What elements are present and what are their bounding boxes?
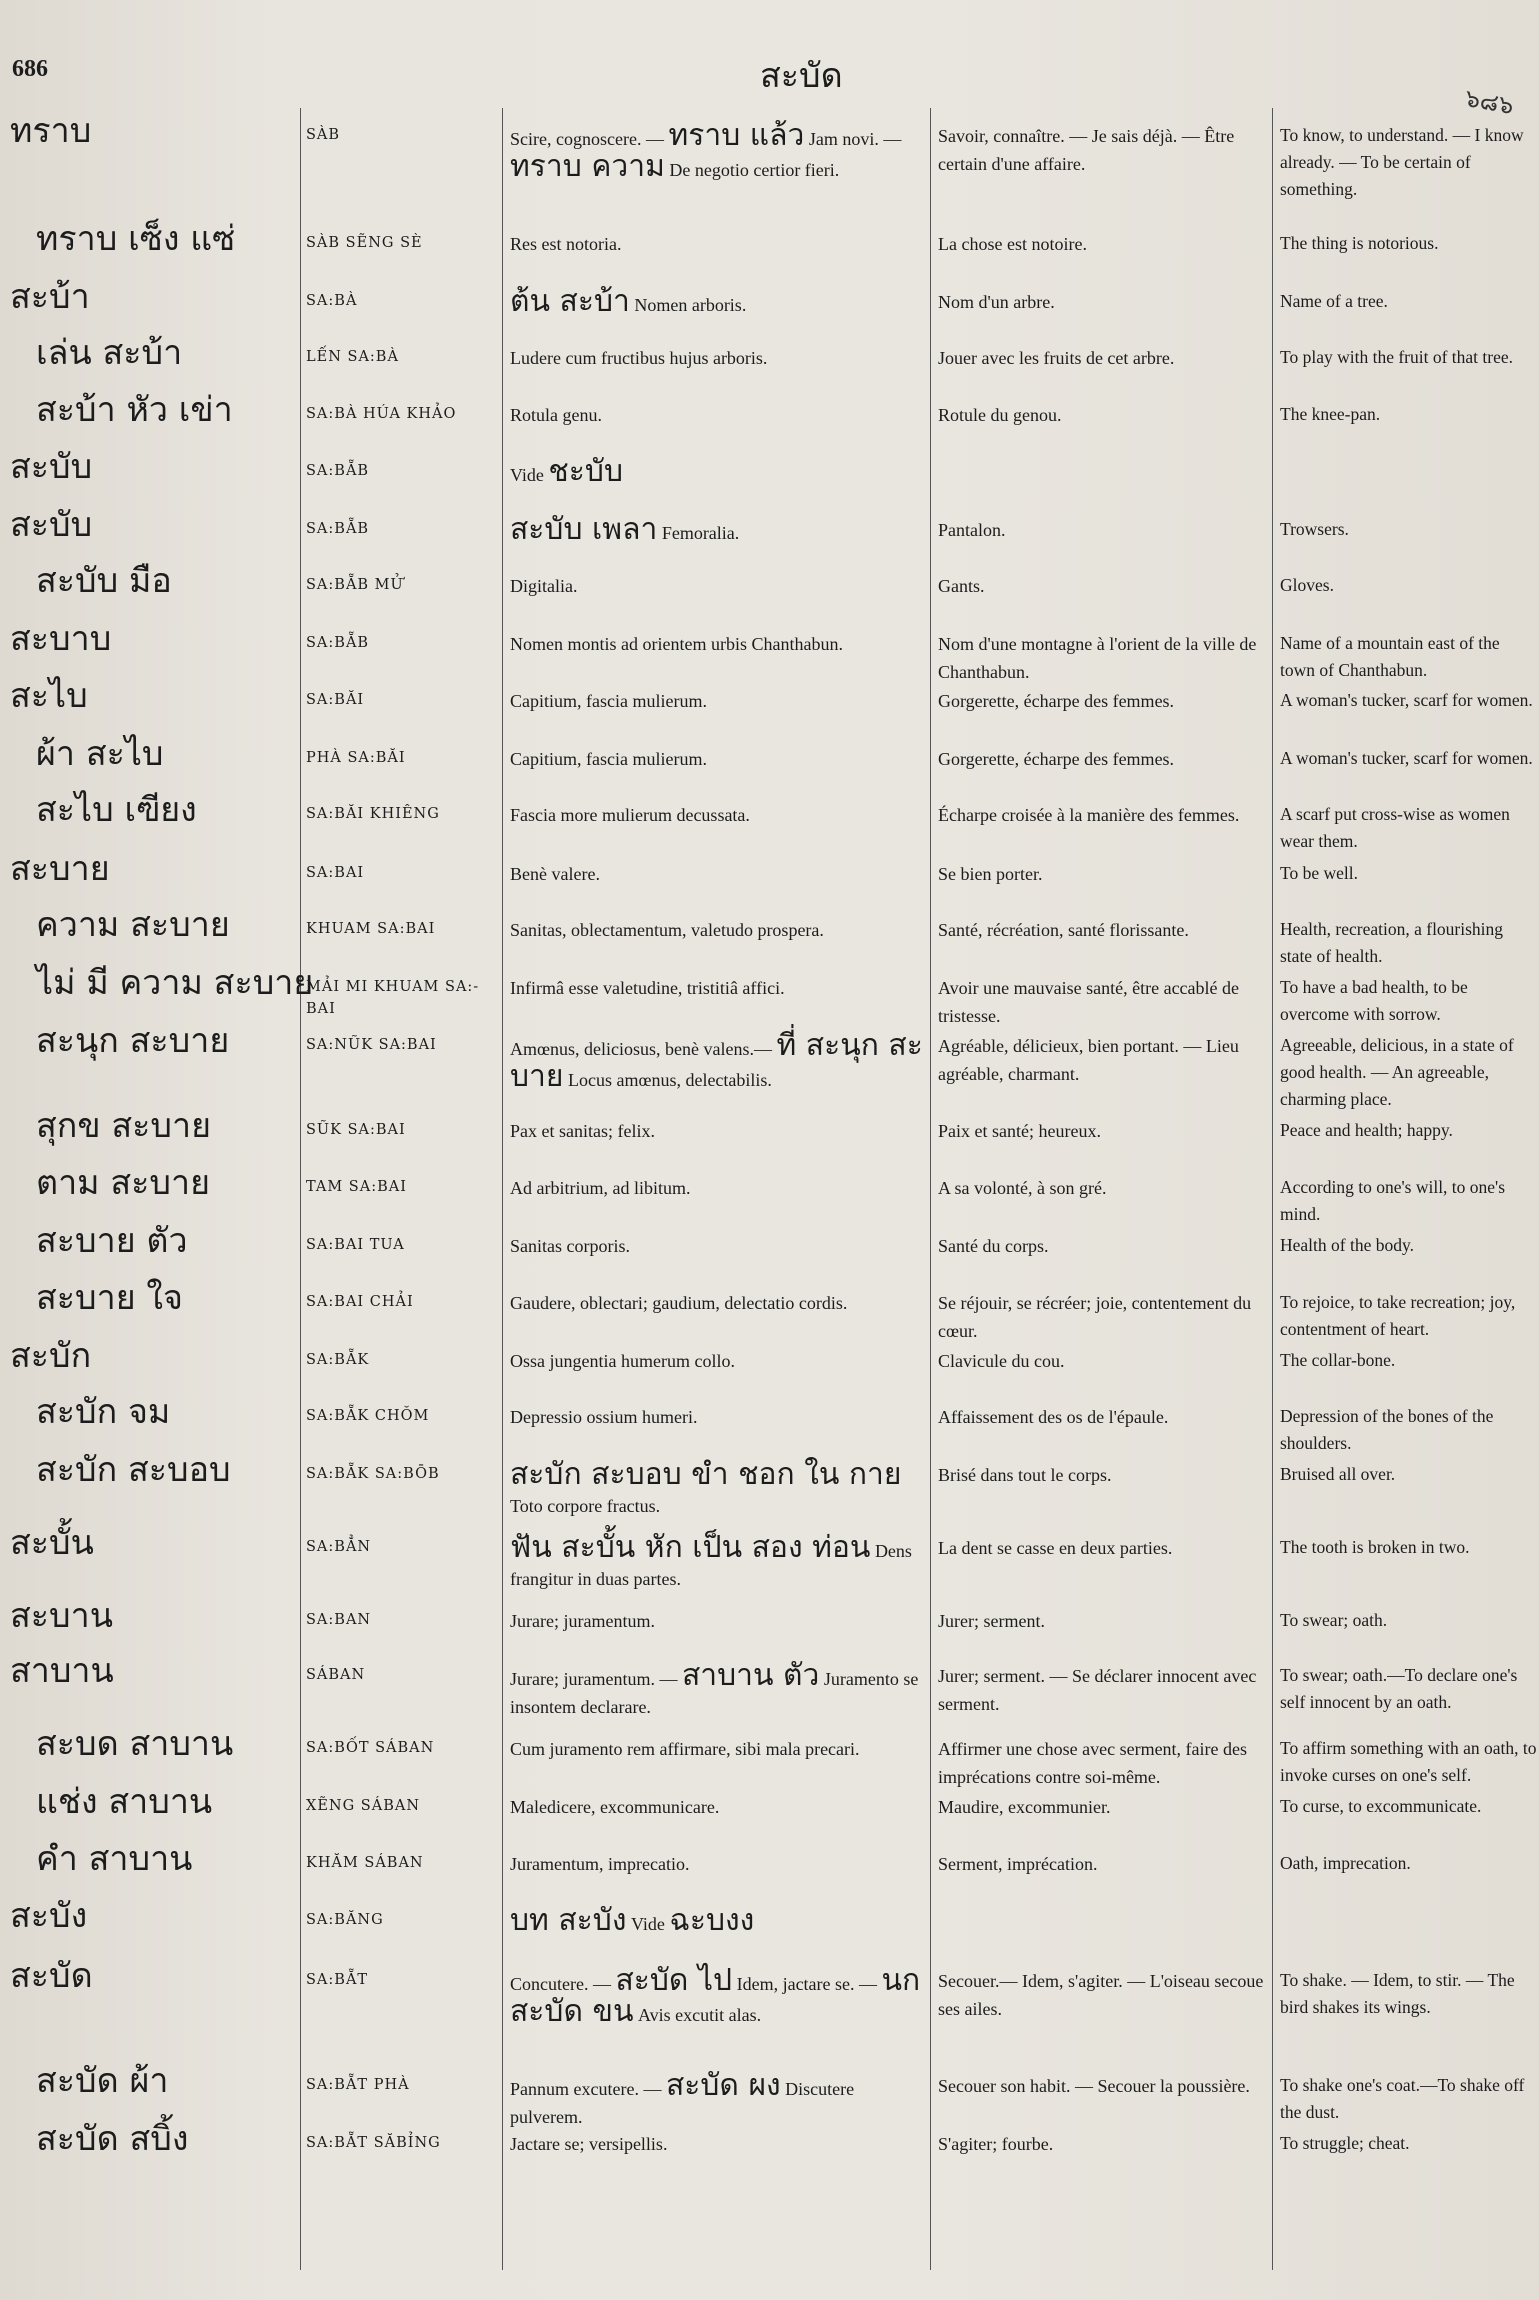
headword: สะบาย bbox=[10, 849, 110, 889]
headword: สุกข สะบาย bbox=[36, 1106, 211, 1146]
latin-definition: Capitium, fascia mulierum. bbox=[510, 749, 707, 769]
thai-phrase: สะบัด ไป bbox=[615, 1963, 733, 1998]
latin-definition: Sanitas, oblectamentum, valetudo prospera. bbox=[510, 920, 824, 940]
latin-definition: Digitalia. bbox=[510, 576, 578, 596]
latin-definition: Sanitas corporis. bbox=[510, 1236, 630, 1256]
transliteration: SA:BĂI KHIÊNG bbox=[306, 806, 440, 822]
headword: ทราบ เซ็ง แซ่ bbox=[36, 219, 236, 259]
transliteration: SA:BẴT bbox=[306, 1972, 369, 1988]
english-definition: To shake. — Idem, to stir. — The bird shakes its wings. bbox=[1280, 1970, 1515, 2017]
headword: สาบาน bbox=[10, 1651, 114, 1691]
transliteration: SŨK SA:BAI bbox=[306, 1122, 406, 1138]
headword: สะบาน bbox=[10, 1596, 113, 1636]
thai-phrase: สะบัก สะบอบ ขำ ชอก ใน กาย bbox=[510, 1457, 902, 1492]
french-definition: Santé du corps. bbox=[938, 1236, 1049, 1256]
latin-definition: Rotula genu. bbox=[510, 405, 602, 425]
transliteration: SA:BAN bbox=[306, 1612, 372, 1628]
english-definition: Name of a mountain east of the town of Chanthabun. bbox=[1280, 633, 1500, 680]
page-number: 686 bbox=[12, 56, 48, 82]
french-definition: La chose est notoire. bbox=[938, 234, 1087, 254]
english-definition: To rejoice, to take recreation; joy, contentment of heart. bbox=[1280, 1292, 1516, 1339]
french-definition: Maudire, excommunier. bbox=[938, 1797, 1111, 1817]
english-definition: A woman's tucker, scarf for women. bbox=[1280, 690, 1533, 710]
french-definition: Écharpe croisée à la manière des femmes. bbox=[938, 805, 1240, 825]
latin-definition: Capitium, fascia mulierum. bbox=[510, 691, 707, 711]
transliteration: SA:BẴK CHŎM bbox=[306, 1408, 430, 1424]
headword: สะบัก bbox=[10, 1336, 92, 1376]
french-definition: Affaissement des os de l'épaule. bbox=[938, 1407, 1169, 1427]
french-definition: Jurer; serment. bbox=[938, 1611, 1045, 1631]
thai-phrase: สะบัด ผง bbox=[665, 2068, 781, 2103]
english-definition: To swear; oath. bbox=[1280, 1610, 1388, 1630]
latin-definition: Infirmâ esse valetudine, tristitiâ affici. bbox=[510, 978, 785, 998]
english-definition: Agreeable, delicious, in a state of good health. — An agreeable, charming place. bbox=[1280, 1035, 1514, 1109]
headword: สะบ้า bbox=[10, 277, 90, 317]
latin-definition: Concutere. — สะบัด ไป Idem, jactare se. — นก สะบัด ขน Avis excutit alas. bbox=[510, 1963, 921, 2029]
latin-definition: Res est notoria. bbox=[510, 234, 622, 254]
latin-definition: สะบับ เพลา Femoralia. bbox=[510, 512, 740, 547]
latin-definition: Ossa jungentia humerum collo. bbox=[510, 1351, 735, 1371]
thai-phrase: ทราบ ความ bbox=[510, 149, 665, 184]
french-definition: Se bien porter. bbox=[938, 864, 1043, 884]
latin-definition: Fascia more mulierum decussata. bbox=[510, 805, 750, 825]
latin-definition: Vide ชะบับ bbox=[510, 454, 623, 489]
latin-definition: ฟัน สะบั้น หัก เป็น สอง ท่อน Dens frangitur in duas partes. bbox=[510, 1530, 912, 1589]
english-definition: The knee-pan. bbox=[1280, 404, 1381, 424]
thai-phrase: บท สะบัง bbox=[510, 1903, 627, 1938]
thai-phrase: ทราบ แล้ว bbox=[668, 118, 805, 153]
transliteration: SA:BĂNG bbox=[306, 1912, 384, 1928]
headword: สะบาย ใจ bbox=[36, 1278, 183, 1318]
english-definition: Name of a tree. bbox=[1280, 291, 1388, 311]
latin-definition: Benè valere. bbox=[510, 864, 600, 884]
french-definition: Pantalon. bbox=[938, 520, 1006, 540]
english-definition: To shake one's coat.—To shake off the dust. bbox=[1280, 2075, 1525, 2122]
french-definition: Nom d'une montagne à l'orient de la ville de Chanthabun. bbox=[938, 634, 1257, 682]
english-definition: The collar-bone. bbox=[1280, 1350, 1396, 1370]
thai-page-number: ๖๘๖ bbox=[1462, 83, 1516, 121]
transliteration: SA:BĂI bbox=[306, 692, 365, 708]
headword: ผ้า สะไบ bbox=[36, 734, 164, 774]
english-definition: A woman's tucker, scarf for women. bbox=[1280, 748, 1533, 768]
french-definition: Serment, imprécation. bbox=[938, 1854, 1098, 1874]
french-definition: Gorgerette, écharpe des femmes. bbox=[938, 749, 1175, 769]
latin-definition: บท สะบัง Vide ฉะบงง bbox=[510, 1903, 755, 1938]
french-definition: Rotule du genou. bbox=[938, 405, 1062, 425]
transliteration: SA:BÀ HÚA KHẢO bbox=[306, 406, 457, 422]
transliteration: XẼNG SÁBAN bbox=[306, 1798, 421, 1814]
french-definition: Secouer.— Idem, s'agiter. — L'oiseau secoue ses ailes. bbox=[938, 1971, 1264, 2019]
transliteration: SA:BAI TUA bbox=[306, 1237, 405, 1253]
transliteration: SA:BẴK SA:BŌB bbox=[306, 1466, 440, 1482]
transliteration: SA:BẴK bbox=[306, 1352, 370, 1368]
english-definition: To curse, to excommunicate. bbox=[1280, 1796, 1482, 1816]
transliteration: SA:BAI bbox=[306, 865, 365, 881]
transliteration: KHĂM SÁBAN bbox=[306, 1855, 424, 1871]
english-definition: The thing is notorious. bbox=[1280, 233, 1439, 253]
thai-phrase: ต้น สะบ้า bbox=[510, 284, 630, 319]
headword: สะบด สาบาน bbox=[36, 1724, 234, 1764]
headword: สะบาบ bbox=[10, 619, 112, 659]
english-definition: Depression of the bones of the shoulders. bbox=[1280, 1406, 1494, 1453]
english-definition: Trowsers. bbox=[1280, 519, 1349, 539]
transliteration: MẢI MI KHUAM SA:-BAI bbox=[306, 979, 480, 1017]
transliteration: SA:BẴB bbox=[306, 635, 370, 651]
latin-definition: Nomen montis ad orientem urbis Chanthabun. bbox=[510, 634, 843, 654]
headword: ไม่ มี ความ สะบาย bbox=[36, 963, 314, 1003]
thai-phrase: ฉะบงง bbox=[669, 1903, 755, 1938]
headword: ตาม สะบาย bbox=[36, 1163, 211, 1203]
headword: สะบัก สะบอบ bbox=[36, 1450, 231, 1490]
headword: สะบับ bbox=[10, 447, 93, 487]
english-definition: Gloves. bbox=[1280, 575, 1334, 595]
latin-definition: Pannum excutere. — สะบัด ผง Discutere pulverem. bbox=[510, 2068, 855, 2127]
transliteration: PHÀ SA:BĂI bbox=[306, 750, 406, 766]
headword: สะบัด สบิ้ง bbox=[36, 2119, 189, 2159]
transliteration: SA:BẴT SĂBỈNG bbox=[306, 2135, 441, 2151]
transliteration: SA:BẴB bbox=[306, 521, 370, 537]
english-definition: According to one's will, to one's mind. bbox=[1280, 1177, 1506, 1224]
headword: สะไบ เฃียง bbox=[36, 790, 197, 830]
transliteration: SA:BÀ bbox=[306, 293, 358, 309]
french-definition: A sa volonté, à son gré. bbox=[938, 1178, 1107, 1198]
latin-definition: Depressio ossium humeri. bbox=[510, 1407, 698, 1427]
latin-definition: Gaudere, oblectari; gaudium, delectatio cordis. bbox=[510, 1293, 848, 1313]
running-head: สะบัด bbox=[760, 56, 843, 96]
headword: เล่น สะบ้า bbox=[36, 333, 183, 373]
headword: แช่ง สาบาน bbox=[36, 1782, 213, 1822]
headword: สะบาย ตัว bbox=[36, 1221, 188, 1261]
english-definition: The tooth is broken in two. bbox=[1280, 1537, 1470, 1557]
english-definition: A scarf put cross-wise as women wear them. bbox=[1280, 804, 1510, 851]
transliteration: SA:BẴT PHÀ bbox=[306, 2077, 410, 2093]
headword: สะบับ bbox=[10, 505, 93, 545]
latin-definition: Jactare se; versipellis. bbox=[510, 2134, 668, 2154]
transliteration: SA:BẴB MỬ bbox=[306, 577, 404, 593]
english-definition: To affirm something with an oath, to invoke curses on one's self. bbox=[1280, 1738, 1537, 1785]
transliteration: LẾN SA:BÀ bbox=[306, 349, 399, 365]
headword: สะบัก จม bbox=[36, 1392, 171, 1432]
english-definition: Health of the body. bbox=[1280, 1235, 1414, 1255]
english-definition: Health, recreation, a flourishing state of health. bbox=[1280, 919, 1504, 966]
french-definition: Santé, récréation, santé florissante. bbox=[938, 920, 1189, 940]
latin-definition: Ludere cum fructibus hujus arboris. bbox=[510, 348, 768, 368]
latin-definition: ต้น สะบ้า Nomen arboris. bbox=[510, 284, 747, 319]
headword: สะบัง bbox=[10, 1896, 88, 1936]
english-definition: Bruised all over. bbox=[1280, 1464, 1396, 1484]
english-definition: To play with the fruit of that tree. bbox=[1280, 347, 1514, 367]
transliteration: SA:BỐT SÁBAN bbox=[306, 1740, 435, 1756]
latin-definition: Juramentum, imprecatio. bbox=[510, 1854, 690, 1874]
transliteration: SA:BAI CHẢI bbox=[306, 1294, 414, 1310]
french-definition: Clavicule du cou. bbox=[938, 1351, 1065, 1371]
french-definition: Secouer son habit. — Secouer la poussière. bbox=[938, 2076, 1250, 2096]
french-definition: Nom d'un arbre. bbox=[938, 292, 1055, 312]
thai-phrase: สะบับ เพลา bbox=[510, 512, 658, 547]
latin-definition: Jurare; juramentum. — สาบาน ตัว Juramento se insontem declarare. bbox=[510, 1658, 919, 1717]
headword: สะบ้า หัว เข่า bbox=[36, 390, 233, 430]
headword: ความ สะบาย bbox=[36, 905, 230, 945]
french-definition: Paix et santé; heureux. bbox=[938, 1121, 1101, 1141]
headword: สะบับ มือ bbox=[36, 561, 172, 601]
latin-definition: Amœnus, deliciosus, benè valens.— ที่ สะนุก สะบาย Locus amœnus, delectabilis. bbox=[510, 1028, 923, 1094]
latin-definition: Maledicere, excommunicare. bbox=[510, 1797, 720, 1817]
english-definition: To know, to understand. — I know already. — To be certain of something. bbox=[1280, 125, 1524, 199]
french-definition: S'agiter; fourbe. bbox=[938, 2134, 1054, 2154]
thai-phrase: สาบาน ตัว bbox=[681, 1658, 820, 1693]
headword: สะบัด bbox=[10, 1956, 93, 1996]
latin-definition: Cum juramento rem affirmare, sibi mala precari. bbox=[510, 1739, 860, 1759]
french-definition: Agréable, délicieux, bien portant. — Lieu agréable, charmant. bbox=[938, 1036, 1239, 1084]
thai-phrase: ฟัน สะบั้น หัก เป็น สอง ท่อน bbox=[510, 1530, 871, 1565]
transliteration: TAM SA:BAI bbox=[306, 1179, 407, 1195]
latin-definition: Scire, cognoscere. — ทราบ แล้ว Jam novi. — ทราบ ความ De negotio certior fieri. bbox=[510, 118, 902, 184]
latin-definition: Ad arbitrium, ad libitum. bbox=[510, 1178, 691, 1198]
headword: สะบั้น bbox=[10, 1523, 94, 1563]
english-definition: Oath, imprecation. bbox=[1280, 1853, 1411, 1873]
french-definition: Gorgerette, écharpe des femmes. bbox=[938, 691, 1175, 711]
transliteration: SÀB bbox=[306, 127, 341, 143]
french-definition: La dent se casse en deux parties. bbox=[938, 1538, 1173, 1558]
headword: สะไบ bbox=[10, 676, 88, 716]
french-definition: Jurer; serment. — Se déclarer innocent avec serment. bbox=[938, 1666, 1257, 1714]
headword: สะนุก สะบาย bbox=[36, 1021, 230, 1061]
headword: คำ สาบาน bbox=[36, 1839, 193, 1879]
french-definition: Avoir une mauvaise santé, être accablé de tristesse. bbox=[938, 978, 1240, 1026]
transliteration: SÁBAN bbox=[306, 1667, 366, 1683]
english-definition: To struggle; cheat. bbox=[1280, 2133, 1410, 2153]
english-definition: Peace and health; happy. bbox=[1280, 1120, 1453, 1140]
thai-phrase: ชะบับ bbox=[548, 454, 623, 489]
transliteration: KHUAM SA:BAI bbox=[306, 921, 436, 937]
transliteration: SA:BẴB bbox=[306, 463, 370, 479]
thai-phrase: นก สะบัด ขน bbox=[510, 1963, 921, 2029]
latin-definition: สะบัก สะบอบ ขำ ชอก ใน กาย Toto corpore fractus. bbox=[510, 1457, 902, 1516]
french-definition: Gants. bbox=[938, 576, 985, 596]
latin-definition: Jurare; juramentum. bbox=[510, 1611, 655, 1631]
english-definition: To swear; oath.—To declare one's self innocent by an oath. bbox=[1280, 1665, 1518, 1712]
headword: ทราบ bbox=[10, 111, 92, 151]
transliteration: SA:NŨK SA:BAI bbox=[306, 1037, 437, 1053]
french-definition: Jouer avec les fruits de cet arbre. bbox=[938, 348, 1175, 368]
english-definition: To be well. bbox=[1280, 863, 1358, 883]
french-definition: Savoir, connaître. — Je sais déjà. — Être certain d'une affaire. bbox=[938, 126, 1235, 174]
latin-definition: Pax et sanitas; felix. bbox=[510, 1121, 655, 1141]
transliteration: SÀB SẼNG SÈ bbox=[306, 235, 423, 251]
french-definition: Affirmer une chose avec serment, faire des imprécations contre soi-même. bbox=[938, 1739, 1248, 1787]
thai-phrase: ที่ สะนุก สะบาย bbox=[510, 1028, 923, 1094]
transliteration: SA:BẲN bbox=[306, 1539, 372, 1555]
english-definition: To have a bad health, to be overcome with sorrow. bbox=[1280, 977, 1468, 1024]
french-definition: Brisé dans tout le corps. bbox=[938, 1465, 1112, 1485]
french-definition: Se réjouir, se récréer; joie, contentement du cœur. bbox=[938, 1293, 1252, 1341]
headword: สะบัด ผ้า bbox=[36, 2061, 169, 2101]
